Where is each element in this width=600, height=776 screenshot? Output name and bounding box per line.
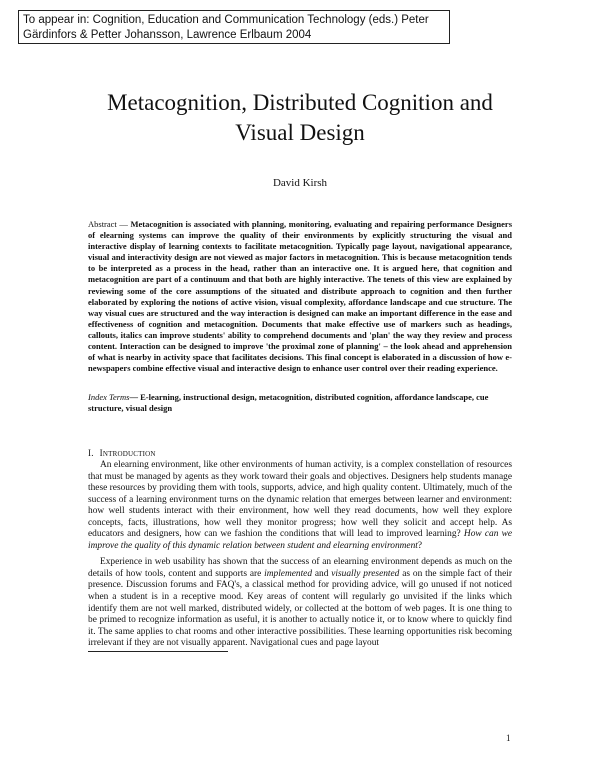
paper-title bbox=[60, 88, 540, 148]
abstract bbox=[88, 219, 512, 374]
intro-p2-text-b: and bbox=[312, 568, 332, 579]
intro-p2-emphasis-2: visually presented bbox=[331, 568, 400, 579]
intro-p2-text-c: as on the simple fact of their presence. Discussion forums and FAQ's, a classical method for providing advice, will go unused if not noticed when a student is in a receptive mood. Key areas of content will regularly go unvisited if the links which identify them are not well marked, distributed widely, or collected at the bottom of web pages. It is one thing to be primed to recognize information as useful, it is another to actually notice it, or to know where to quickly find it. The same applies to chat rooms and other interactive possibilities. These learning opportunities risk becoming irrelevant if they are not visually apparent. Navigational cues and page layout bbox=[88, 568, 512, 649]
intro-p1-end: ? bbox=[417, 540, 423, 551]
paper-title-line-1: Metacognition, Distributed Cognition and bbox=[107, 90, 493, 115]
abstract-body: Metacognition is associated with planning, monitoring, evaluating and repairing performance Designers of elearning systems can improve the quality of their environments by explicitly structuring the visual and interactive display of learning contexts to facilitate metacognition. Typically page layout, navigational appearance, visual and interactivity design are not viewed as major factors in metacognition. This is because metacognition tends to be interpreted as a process in the head, rather than an interactive one. It is argued here, that cognition and metacognition are part of a continuum and that both are highly interactive. The tenets of this view are explained by reviewing some of the core assumptions of the situated and distribute approach to cognition and then further elaborated by exploring the notions of active vision, visual complexity, affordance landscape and cue structure. The way visual cues are structured and the way interaction is designed can make an important difference in the ease and effectiveness of cognition and metacognition. Documents that make effective use of markers such as headings, callouts, italics can improve students' ability to comprehend documents and 'plan' the way they review and process content. Interaction can be designed to improve 'the proximal zone of planning' – the look ahead and apprehension of what is nearby in activity space that facilitates decisions. This final concept is elaborated in a discussion of how e-newspapers combine effective visual and interactive design to enhance user control over their reading experience. bbox=[88, 219, 512, 374]
section-title-initial: I bbox=[99, 448, 103, 458]
publication-note-line-2: Gärdinfors & Petter Johansson, Lawrence Erlbaum 2004 bbox=[23, 29, 312, 41]
index-terms-label: Index Terms bbox=[88, 392, 130, 402]
intro-p1-question: How can we improve the quality of this dynamic relation between student and elearning environment bbox=[88, 529, 513, 551]
introduction-text bbox=[88, 460, 512, 650]
index-terms bbox=[88, 392, 512, 414]
paper-title-line-2: Visual Design bbox=[235, 120, 365, 145]
intro-p2-text-a: Experience in web usability has shown that the success of an elearning environment depends as much on the details of how tools, content and supports are bbox=[88, 557, 512, 579]
intro-paragraph-2 bbox=[88, 557, 512, 649]
intro-p2-emphasis-1: implemented bbox=[264, 568, 313, 579]
section-number: I. bbox=[88, 448, 94, 458]
publication-note-box bbox=[18, 10, 450, 44]
abstract-label: Abstract — bbox=[88, 219, 131, 229]
index-terms-body: — E-learning, instructional design, metacognition, distributed cognition, affordance landscape, cue structure, visual design bbox=[88, 392, 489, 414]
footnote-rule bbox=[88, 651, 228, 652]
page-number: 1 bbox=[506, 733, 511, 743]
author-name: David Kirsh bbox=[272, 177, 328, 189]
section-heading bbox=[88, 448, 156, 460]
intro-paragraph-1 bbox=[88, 460, 512, 552]
publication-note-line-1: To appear in: Cognition, Education and Communication Technology (eds.) Peter bbox=[23, 14, 429, 26]
intro-p1-text: An elearning environment, like other environments of human activity, is a complex constellation of resources that must be managed by agents as they work toward their goals and objectives. Designers help students manage these resources by providing them with tools, supports, advice, and high quality content. Ultimately, much of the success of a learning environment turns on the dynamic relation that emerges between learner and environment: how well students interact with their environment, how well they read documents, how well they explore concepts, facts, illustrations, how well they monitor progress; how well they solicit and accept help. As educators and designers, how can we fashion the conditions that will lead to improved learning? bbox=[88, 460, 512, 540]
section-title-rest: NTRODUCTION bbox=[102, 450, 156, 458]
